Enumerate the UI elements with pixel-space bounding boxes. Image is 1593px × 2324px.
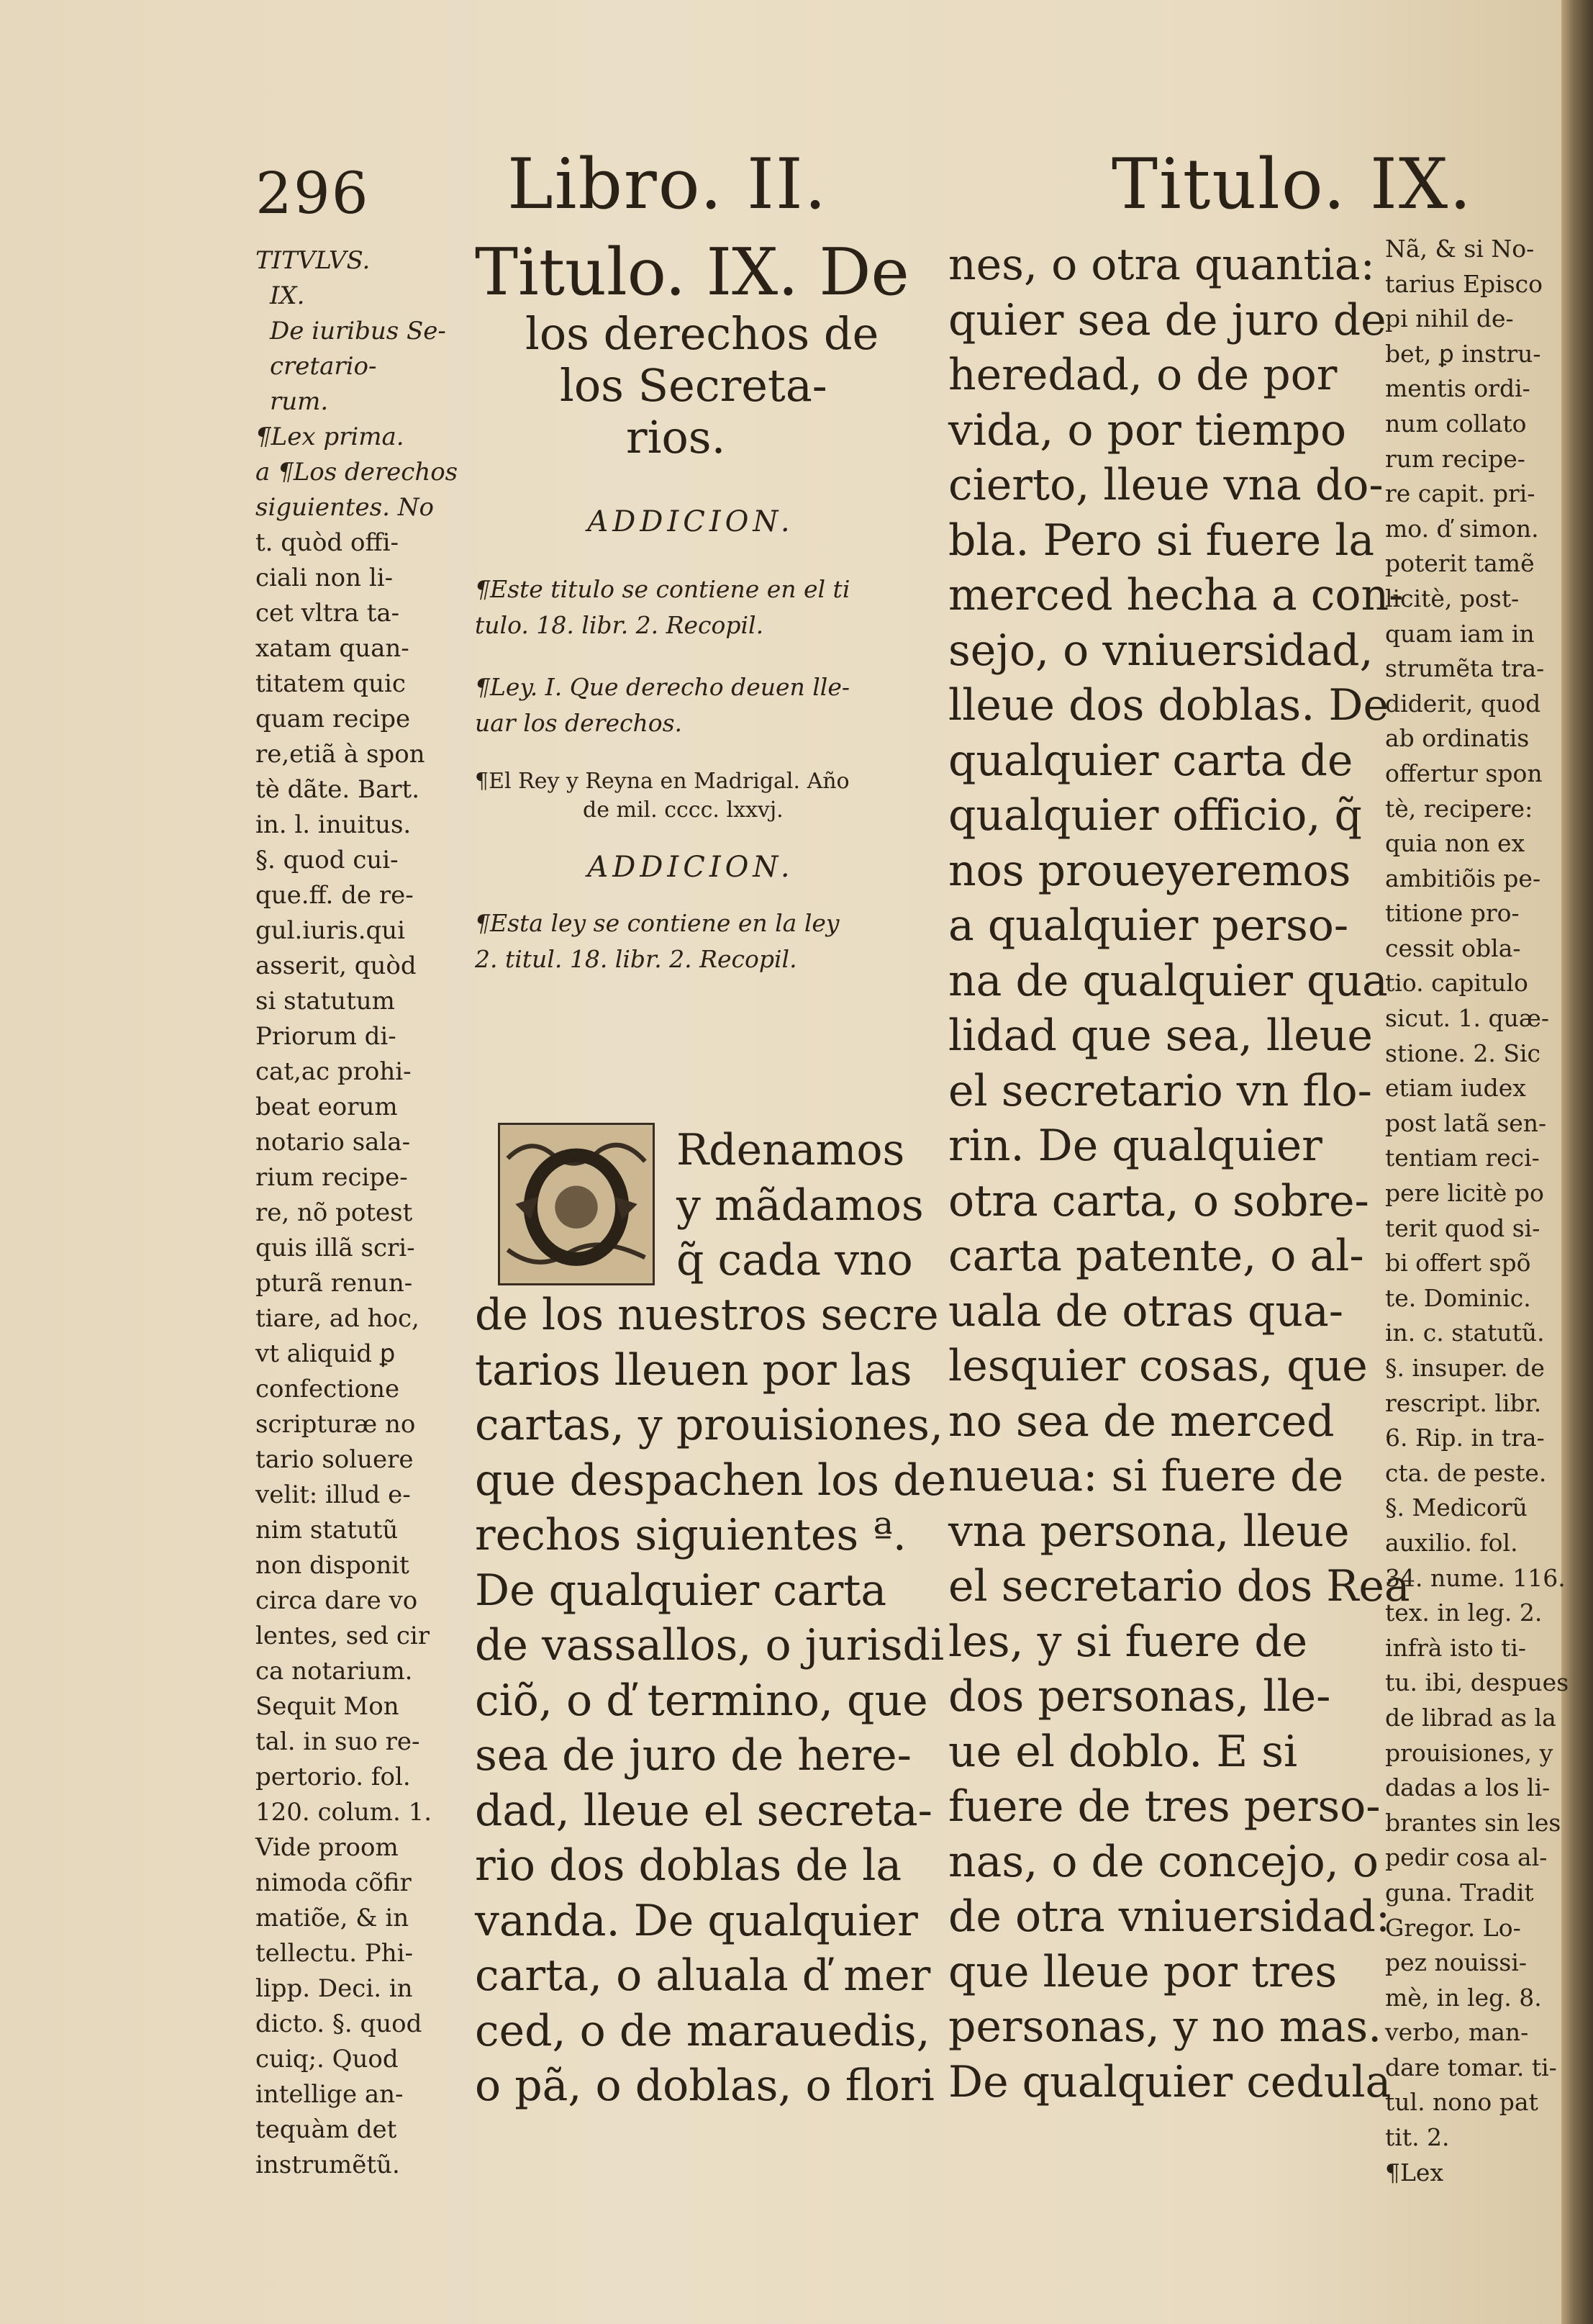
margin-gloss-line: quam iam in [1385, 619, 1535, 648]
body-line: bla. Pero si fuere la [948, 515, 1375, 566]
title-subheading-line: los Secreta- [560, 359, 827, 412]
margin-gloss-line: lentes, sed cir [255, 1622, 430, 1650]
title-heading: Titulo. IX. De [475, 235, 909, 310]
margin-gloss-line: auxilio. fol. [1385, 1528, 1518, 1557]
margin-gloss-line: asserit, quòd [255, 951, 417, 980]
margin-gloss-line: titione pro- [1385, 899, 1520, 928]
margin-gloss-line: beat eorum [255, 1093, 398, 1121]
margin-gloss-line: quia non ex [1385, 829, 1525, 858]
margin-gloss-line: sicut. 1. quæ- [1385, 1004, 1549, 1033]
margin-gloss-line: ¶Lex [1385, 2158, 1444, 2187]
margin-gloss-line: post latã sen- [1385, 1108, 1547, 1137]
margin-gloss-line: re,etiã à spon [255, 740, 425, 769]
margin-gloss-line: 120. colum. 1. [255, 1798, 432, 1827]
margin-gloss-line: guna. Tradit [1385, 1878, 1534, 1907]
note-line: ¶Esta ley se contiene en la ley [475, 909, 840, 937]
margin-gloss-line: circa dare vo [255, 1586, 418, 1615]
body-line: ced, o de marauedis, [475, 2005, 930, 2056]
margin-gloss-line: lipp. Deci. in [255, 1974, 413, 2003]
margin-gloss-line: num collato [1385, 409, 1527, 438]
body-line: les, y si fuere de [948, 1616, 1308, 1667]
body-line: merced hecha a con- [948, 570, 1404, 620]
margin-gloss-line: tul. nono pat [1385, 2088, 1538, 2117]
margin-gloss-line: in. l. inuitus. [255, 810, 412, 839]
body-line: lesquier cosas, que [948, 1341, 1368, 1391]
margin-gloss-line: tio. capitulo [1385, 969, 1528, 998]
body-line: otra carta, o sobre- [948, 1175, 1369, 1226]
margin-gloss-line: ambitiõis pe- [1385, 864, 1541, 892]
body-line: vida, o por tiempo [948, 404, 1347, 456]
margin-gloss-line: pi nihil de- [1385, 304, 1514, 333]
body-line: q̃ cada vno [676, 1235, 913, 1285]
right-margin-gloss [1385, 232, 1569, 2190]
margin-gloss-line: strumẽta tra- [1385, 654, 1545, 683]
margin-gloss-line: Sequit Mon [255, 1692, 399, 1721]
margin-gloss-line: tentiam reci- [1385, 1144, 1540, 1172]
margin-gloss-line: intellige an- [255, 2080, 404, 2109]
body-line: carta, o aluala ď mer [475, 1950, 931, 2001]
margin-gloss-line: de librad as la [1385, 1703, 1556, 1732]
margin-gloss-line: dadas a los li- [1385, 1773, 1551, 1802]
margin-gloss-line: a ¶Los derechos [255, 458, 458, 487]
body-line: cartas, y prouisiones, [475, 1400, 944, 1450]
margin-gloss-line: notario sala- [255, 1128, 411, 1157]
margin-gloss-line: in. c. statutũ. [1385, 1319, 1545, 1347]
margin-gloss-line: tè dãte. Bart. [255, 775, 420, 804]
body-line: que despachen los de [475, 1455, 947, 1506]
body-line: de los nuestros secre [475, 1290, 939, 1340]
margin-gloss-line: vt aliquid ꝑ [255, 1339, 396, 1368]
body-line: nos proueyeremos [948, 845, 1351, 896]
body-line: De qualquier cedula [948, 2056, 1392, 2107]
margin-gloss-line: pertorio. fol. [255, 1763, 411, 1791]
margin-gloss-line: stione. 2. Sic [1385, 1039, 1540, 1067]
margin-gloss-line: §. Medicorũ [1385, 1493, 1528, 1522]
body-line: no sea de merced [948, 1396, 1335, 1447]
margin-gloss-line: tellectu. Phi- [255, 1939, 414, 1968]
addicion-note [475, 905, 907, 977]
margin-gloss-line: ¶Lex prima. [255, 422, 404, 451]
note-line: tulo. 18. libr. 2. Recopil. [475, 611, 764, 639]
margin-gloss-line: confectione [255, 1375, 400, 1403]
margin-gloss-line: verbo, man- [1385, 2018, 1529, 2047]
margin-gloss-line: ab ordinatis [1385, 724, 1530, 753]
body-line: lleue dos doblas. De [948, 680, 1389, 731]
margin-gloss-line: poterit tamẽ [1385, 549, 1535, 578]
body-line: personas, y no mas. [948, 2002, 1382, 2052]
body-line: rin. De qualquier [948, 1121, 1322, 1171]
margin-gloss-line: si statutum [255, 987, 395, 1016]
margin-gloss-line: titatem quic [255, 669, 406, 698]
margin-gloss-line: xatam quan- [255, 634, 409, 663]
margin-gloss-line: cta. de peste. [1385, 1458, 1547, 1487]
margin-gloss-line: cessit obla- [1385, 933, 1521, 962]
margin-gloss-line: §. insuper. de [1385, 1354, 1545, 1382]
margin-gloss-line: quam recipe [255, 705, 411, 733]
body-line: y mãdamos [676, 1180, 924, 1231]
margin-gloss-line: que.ff. de re- [255, 881, 414, 910]
title-subheading-line: rios. [626, 411, 726, 464]
margin-gloss-line: rum recipe- [1385, 444, 1525, 473]
note-line: 2. titul. 18. libr. 2. Recopil. [475, 945, 797, 973]
margin-gloss-line: instrumẽtũ. [255, 2151, 400, 2179]
body-line: sejo, o vniuersidad, [948, 625, 1374, 676]
addicion-heading: ADDICION. [587, 505, 794, 538]
margin-gloss-line: tit. 2. [1385, 2123, 1450, 2152]
note-line: ¶El Rey y Reyna en Madrigal. Año [475, 769, 850, 794]
margin-gloss-line: cretario- [270, 352, 377, 381]
body-line: heredad, o de por [948, 350, 1338, 400]
body-line: ue el doblo. E si [948, 1726, 1298, 1777]
margin-gloss-line: mentis ordi- [1385, 374, 1530, 403]
margin-gloss-line: tal. in suo re- [255, 1727, 420, 1756]
margin-gloss-line: cet vltra ta- [255, 599, 400, 628]
body-line: quier sea de juro de [948, 294, 1386, 345]
margin-gloss-line: cuiq;. Quod [255, 2045, 399, 2074]
addicion-heading: ADDICION. [587, 851, 794, 884]
margin-gloss-line: tequàm det [255, 2115, 397, 2144]
margin-gloss-line: terit quod si- [1385, 1213, 1540, 1242]
margin-gloss-line: prouisiones, y [1385, 1738, 1553, 1767]
margin-gloss-line: velit: illud e- [255, 1480, 411, 1509]
margin-gloss-line: Vide proom [255, 1833, 399, 1862]
margin-gloss-line: mo. ď simon. [1385, 514, 1539, 543]
body-line: cierto, lleue vna do- [948, 460, 1384, 510]
initial-text-lines [475, 1123, 924, 1288]
margin-gloss-line: TITVLVS. [255, 246, 371, 275]
margin-gloss-line: nimoda cõfir [255, 1868, 412, 1897]
body-line: vanda. De qualquier [475, 1895, 918, 1946]
margin-gloss-line: §. quod cui- [255, 846, 399, 874]
margin-gloss-line: nim statutũ [255, 1516, 399, 1545]
body-line: fuere de tres perso- [948, 1781, 1381, 1832]
body-line: Rdenamos [676, 1125, 905, 1175]
body-line: de otra vniuersidad: [948, 1891, 1391, 1942]
body-line: nueua: si fuere de [948, 1451, 1344, 1501]
note-line: ¶Este titulo se contiene en el ti [475, 575, 850, 603]
title-subheading-line: los derechos de [525, 307, 879, 360]
date-note [475, 767, 907, 825]
note-line: de mil. cccc. lxxvj. [583, 797, 784, 823]
body-line: sea de juro de here- [475, 1730, 912, 1781]
body-line: carta patente, o al- [948, 1231, 1364, 1281]
running-head-right: Titulo. IX. [1112, 144, 1473, 225]
margin-gloss-line: Gregor. Lo- [1385, 1913, 1521, 1942]
body-line: lidad que sea, lleue [948, 1010, 1373, 1061]
ley-note [475, 669, 907, 741]
body-line: vna persona, lleue [948, 1506, 1350, 1557]
margin-gloss-line: gul.iuris.qui [255, 916, 406, 945]
body-line: qualquier officio, q̃ [948, 790, 1362, 841]
body-line: el secretario vn flo- [948, 1065, 1372, 1116]
margin-gloss-line: brantes sin les [1385, 1808, 1561, 1837]
margin-gloss-line: siguientes. No [255, 493, 434, 522]
margin-gloss-line: scripturæ no [255, 1410, 416, 1439]
margin-gloss-line: re capit. pri- [1385, 479, 1535, 508]
margin-gloss-line: tex. in leg. 2. [1385, 1599, 1543, 1627]
margin-gloss-line: bet, ꝑ instru- [1385, 339, 1541, 368]
margin-gloss-line: 6. Rip. in tra- [1385, 1424, 1545, 1452]
body-line: el secretario dos Rea [948, 1561, 1410, 1611]
body-line: nes, o otra quantia: [948, 240, 1375, 290]
margin-gloss-line: dare tomar. ti- [1385, 2053, 1557, 2081]
note-line: ¶Ley. I. Que derecho deuen lle- [475, 673, 850, 701]
margin-gloss-line: offertur spon [1385, 759, 1543, 787]
margin-gloss-line: te. Dominic. [1385, 1283, 1531, 1312]
margin-gloss-line: Nã, & si No- [1385, 235, 1535, 263]
margin-gloss-line: pedir cosa al- [1385, 1843, 1548, 1872]
margin-gloss-line: ca notarium. [255, 1657, 413, 1686]
margin-gloss-line: tiare, ad hoc, [255, 1304, 419, 1333]
margin-gloss-line: rum. [270, 387, 329, 416]
note-line: uar los derechos. [475, 709, 683, 737]
main-column-1 [475, 235, 909, 1003]
margin-gloss-line: tarius Episco [1385, 269, 1543, 298]
margin-gloss-line: tario soluere [255, 1445, 414, 1474]
margin-gloss-line: re, nõ potest [255, 1198, 413, 1227]
body-line: ciõ, o ď termino, que [475, 1675, 928, 1726]
margin-gloss-line: mè, in leg. 8. [1385, 1983, 1542, 2012]
body-line: tarios lleuen por las [475, 1344, 912, 1396]
margin-gloss-line: dicto. §. quod [255, 2009, 422, 2038]
main-column-2 [948, 238, 1410, 2110]
margin-gloss-line: tu. ibi, despues [1385, 1668, 1569, 1697]
left-margin-gloss [255, 243, 458, 2183]
margin-gloss-line: rium recipe- [255, 1163, 408, 1192]
body-line: dad, lleue el secreta- [475, 1785, 932, 1836]
margin-gloss-line: rescript. libr. [1385, 1388, 1542, 1417]
margin-gloss-line: IX. [270, 281, 305, 310]
margin-gloss-line: pere licitè po [1385, 1179, 1544, 1208]
body-line: De qualquier carta [475, 1565, 887, 1616]
margin-gloss-line: cat,ac prohi- [255, 1057, 412, 1086]
body-line: rechos siguientes ª. [475, 1510, 907, 1560]
body-line: qualquier carta de [948, 735, 1353, 786]
margin-gloss-line: ciali non li- [255, 564, 394, 592]
margin-gloss-line: non disponit [255, 1551, 409, 1580]
margin-gloss-line: Priorum di- [255, 1022, 396, 1051]
margin-gloss-line: etiam iudex [1385, 1074, 1526, 1103]
margin-gloss-line: tè, recipere: [1385, 794, 1533, 823]
margin-gloss-line: pez nouissi- [1385, 1948, 1528, 1977]
body-line: que lleue por tres [948, 1946, 1338, 1997]
body-line: uala de otras qua- [948, 1285, 1344, 1337]
margin-gloss-line: 34. nume. 116. [1385, 1563, 1566, 1592]
body-line: na de qualquier qua [948, 955, 1388, 1006]
body-line: nas, o de concejo, o [948, 1836, 1379, 1887]
margin-gloss-line: quis illã scri- [255, 1234, 415, 1262]
body-line: dos personas, lle- [948, 1671, 1331, 1722]
main-column-1-body [475, 1288, 947, 2114]
margin-gloss-line: bi offert spõ [1385, 1249, 1531, 1278]
margin-gloss-line: licitè, post- [1385, 584, 1520, 612]
margin-gloss-line: De iuribus Se- [270, 317, 446, 345]
margin-gloss-line: matiõe, & in [255, 1904, 409, 1932]
folio-number: 296 [255, 160, 370, 227]
body-line: rio dos doblas de la [475, 1840, 902, 1891]
running-head-left: Libro. II. [507, 144, 828, 225]
margin-gloss-line: infrà isto ti- [1385, 1633, 1527, 1662]
body-line: o pã, o doblas, o flori [475, 2061, 935, 2111]
body-line: a qualquier perso- [948, 900, 1349, 951]
margin-gloss-line: diderit, quod [1385, 689, 1541, 718]
body-line: de vassallos, o jurisdi [475, 1620, 945, 1670]
margin-gloss-line: pturã renun- [255, 1269, 413, 1298]
addicion-note [475, 571, 907, 643]
margin-gloss-line: t. quòd offi- [255, 528, 399, 557]
